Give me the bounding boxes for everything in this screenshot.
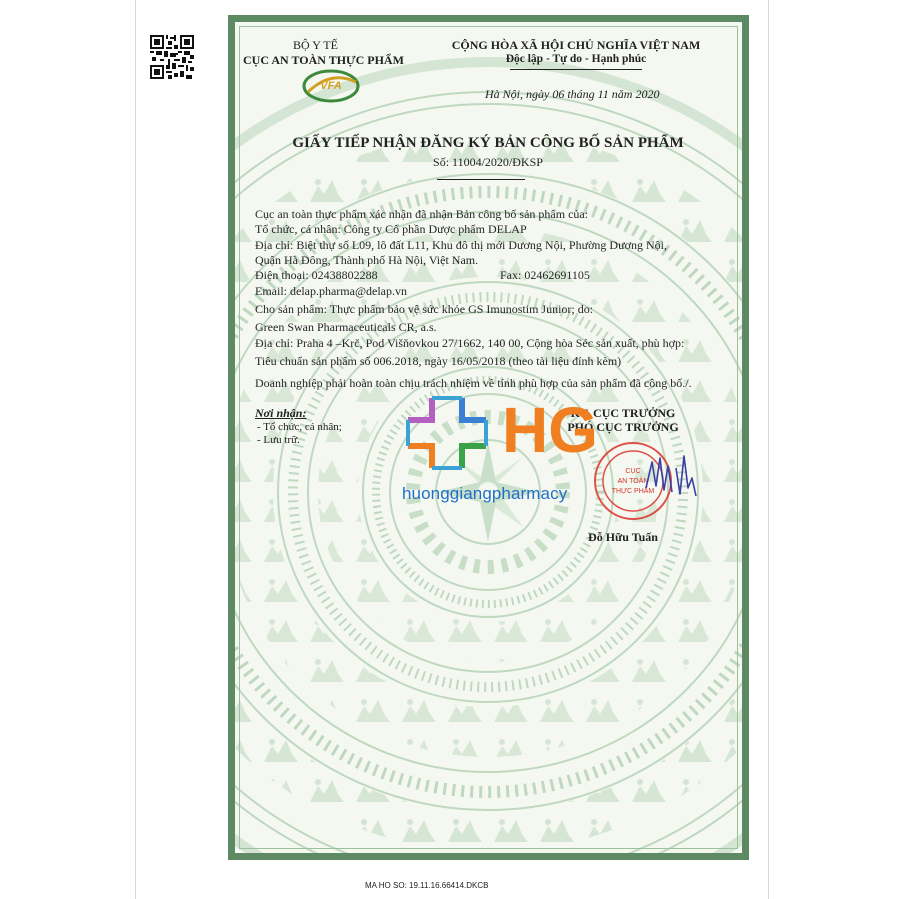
vfa-logo-text: VFA <box>320 80 342 92</box>
stamp-line: THỰC PHẨM <box>611 488 655 495</box>
body-line-standard: Tiêu chuẩn sản phẩm số 006.2018, ngày 16/05/2018 (theo tài liệu đính kèm) <box>255 354 622 368</box>
body-line-address-2: Quận Hà Đông, Thành phố Hà Nội, Việt Nam. <box>255 253 479 267</box>
watermark-letters: HG <box>502 394 598 466</box>
body-line-product: Cho sản phẩm: Thực phẩm bảo vệ sức khỏe GS Imunostim Junior; do: <box>255 302 594 316</box>
agency-name: CỤC AN TOÀN THỰC PHẨM <box>243 53 404 67</box>
title-divider <box>437 179 525 180</box>
country-name: CỘNG HÒA XÃ HỘI CHỦ NGHĨA VIỆT NAM <box>451 38 701 52</box>
recipients-heading: Nơi nhận: <box>255 406 307 420</box>
qr-code <box>150 35 194 79</box>
body-line-fax: Fax: 02462691105 <box>500 268 590 282</box>
body-line-manufacturer-address: Địa chỉ: Praha 4 –Krč, Pod Višňovkou 27/1662, 140 00, Cộng hòa Séc sản xuất, phù hợp: <box>255 336 685 350</box>
motto: Độc lập - Tự do - Hạnh phúc <box>505 53 647 65</box>
vfa-logo <box>300 66 362 104</box>
signer-role-1: KT. CỤC TRƯỞNG <box>570 406 676 420</box>
body-line-organization: Tổ chức, cá nhân: Công ty Cổ phần Dược phẩm DELAP <box>255 222 527 236</box>
document-title: GIẤY TIẾP NHẬN ĐĂNG KÝ BẢN CÔNG BỐ SẢN PHẨM <box>292 135 684 151</box>
motto-underline <box>510 69 642 70</box>
body-line-manufacturer: Green Swan Pharmaceuticals CR, a.s. <box>255 320 437 334</box>
pharmacy-cross-logo <box>404 394 490 472</box>
signer-name: Đỗ Hữu Tuấn <box>588 530 658 544</box>
body-line-address-1: Địa chỉ: Biệt thự số L09, lô đất L11, Khu đô thị mới Dương Nội, Phường Dương Nội, <box>255 238 667 252</box>
handwritten-signature <box>640 448 700 508</box>
body-line-phone: Điện thoại: 02438802288 <box>255 268 378 282</box>
body-line-responsibility: Doanh nghiệp phải hoàn toàn chịu trách nhiệm về tính phù hợp của sản phẩm đã công bố./. <box>255 376 692 390</box>
body-line-email: Email: delap.pharma@delap.vn <box>255 284 407 298</box>
stamp-line: AN TOÀN <box>617 478 649 485</box>
stamp-line: CỤC <box>625 468 641 475</box>
watermark-site-name: huonggiangpharmacy <box>402 484 568 503</box>
body-line-intro: Cục an toàn thực phẩm xác nhận đã nhận Bản công bố sản phẩm của: <box>255 207 589 221</box>
issue-date: Hà Nội, ngày 06 tháng 11 năm 2020 <box>485 87 660 101</box>
recipient-item: - Tổ chức, cá nhân; <box>257 421 342 433</box>
document-number: Số: 11004/2020/ĐKSP <box>433 155 543 169</box>
file-code-footer: MA HO SO: 19.11.16.66414.DKCB <box>365 881 489 890</box>
signer-role-2: PHÓ CỤC TRƯỞNG <box>567 420 679 434</box>
ministry-name: BỘ Y TẾ <box>293 38 338 52</box>
recipient-item: - Lưu trữ. <box>257 434 300 446</box>
